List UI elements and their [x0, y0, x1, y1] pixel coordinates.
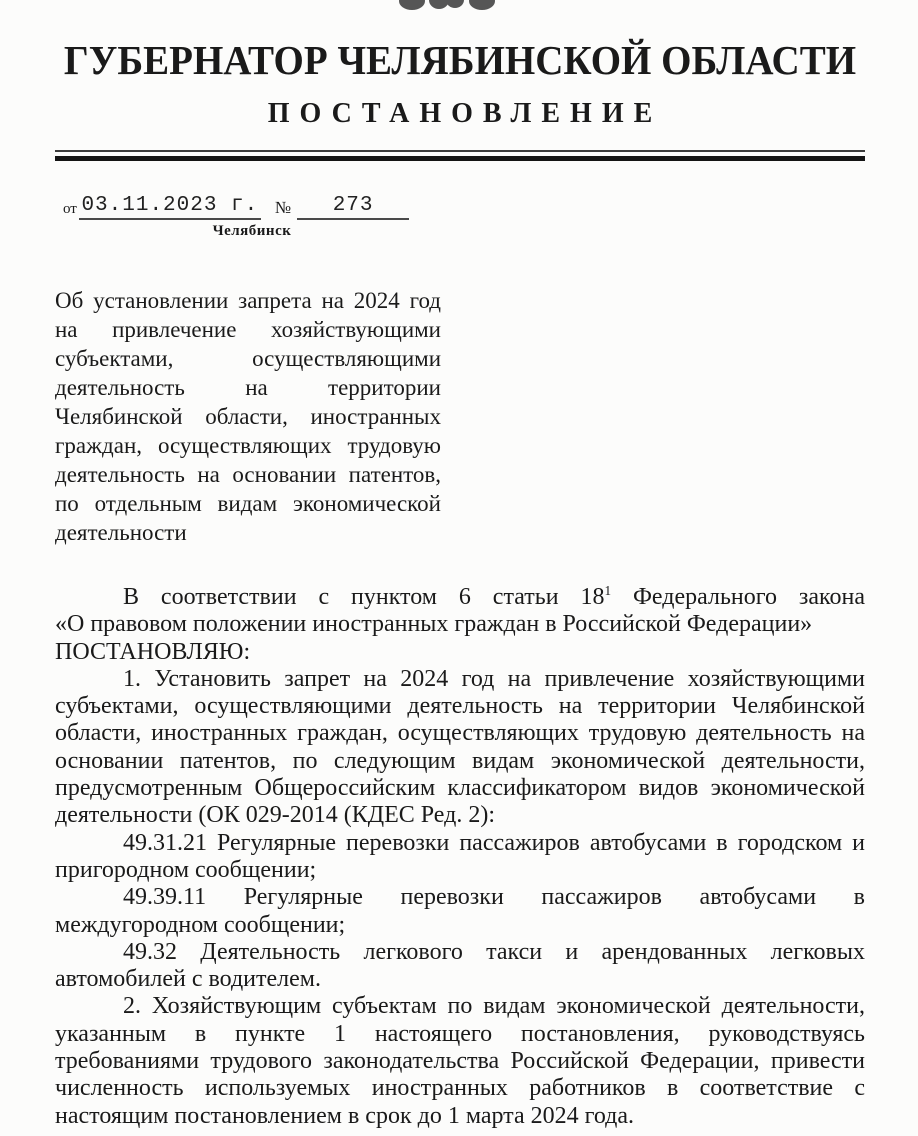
date-number-row	[55, 194, 865, 220]
date-prefix-label: от	[63, 201, 77, 217]
footnote-superscript: 1	[604, 583, 612, 598]
preamble-text-before-sup: В соответствии с пунктом 6 статьи 18	[123, 584, 605, 610]
body-paragraph-okved-49-32: 49.32 Деятельность легкового такси и арендованных легковых автомобилей с водителем.	[55, 938, 865, 993]
preamble-law-title: «О правовом положении иностранных граждан в Российской Федерации»	[55, 611, 813, 638]
number-field: 273	[297, 194, 409, 220]
coat-of-arms-icon	[398, 0, 496, 12]
body-paragraph-okved-49-39-11: 49.39.11 Регулярные перевозки пассажиров автобусами в междугородном сообщении;	[55, 884, 865, 938]
body-paragraph-1: 1. Установить запрет на 2024 год на привлечение хозяйствующими субъектами, осуществляющими деятельность на территории Челябинской области, иностранных граждан, осуществляющих трудовую деятельность на основании патентов, по следующим видам экономической деятельности, предусмотренным Общероссийским классификатором видов экономической деятельности (ОК 029-2014 (КДЕС Ред. 2):	[55, 665, 865, 829]
preamble-text-after-sup: Федерального закона	[611, 584, 865, 610]
separator-rule	[55, 150, 865, 161]
doc-type-title: ПОСТАНОВЛЕНИЕ	[267, 98, 663, 129]
resolution-word: ПОСТАНОВЛЯЮ:	[55, 638, 251, 665]
document-body	[55, 584, 865, 1130]
body-paragraph-2: 2. Хозяйствующим субъектам по видам экономической деятельности, указанным в пункте 1 настоящего постановления, руководствуясь требованиями трудового законодательства Российской Федерации, привести численность используемых иностранных работников в соответствие с настоящим постановлением в срок до 1 марта 2024 года.	[55, 993, 865, 1129]
body-paragraph-okved-49-31-21: 49.31.21 Регулярные перевозки пассажиров автобусами в городском и пригородном сообщении;	[55, 829, 865, 883]
authority-title: ГУБЕРНАТОР ЧЕЛЯБИНСКОЙ ОБЛАСТИ	[63, 38, 857, 84]
number-sign-label: №	[274, 198, 292, 217]
preamble-paragraph	[55, 584, 865, 611]
date-field: 03.11.2023 г.	[79, 194, 261, 220]
city-label: Челябинск	[212, 223, 292, 239]
subject-paragraph: Об установлении запрета на 2024 год на привлечение хозяйствующими субъектами, осуществляющими деятельность на территории Челябинской области, иностранных граждан, осуществляющих трудовую деятельность на основании патентов, по отдельным видам экономической деятельности	[55, 288, 441, 545]
